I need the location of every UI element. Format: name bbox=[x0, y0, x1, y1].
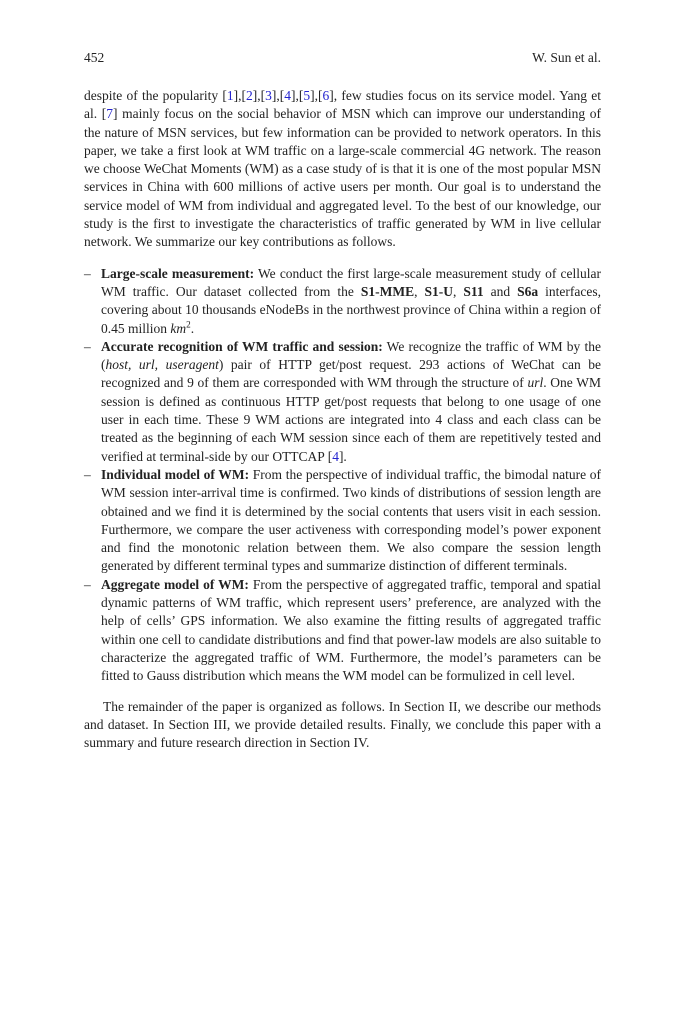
citation-link[interactable]: 4 bbox=[332, 448, 339, 464]
citation-link[interactable]: 1 bbox=[226, 88, 234, 103]
contribution-item bbox=[84, 466, 601, 576]
contribution-item bbox=[84, 576, 601, 686]
text-run: ],[ bbox=[252, 88, 266, 103]
citation-link[interactable]: 6 bbox=[322, 88, 330, 103]
bullet-marker: – bbox=[84, 466, 91, 482]
bullet-marker: – bbox=[84, 338, 91, 354]
bullet-text bbox=[101, 466, 601, 576]
contributions-list bbox=[84, 265, 601, 686]
contribution-item bbox=[84, 338, 601, 466]
bullet-text bbox=[101, 265, 601, 338]
text-run: . bbox=[190, 320, 195, 336]
text-run: url bbox=[527, 375, 544, 391]
text-run: The remainder of the paper is organized as follows. In Section II, we describe our methods and dataset. In Section III, we provide detailed results. Finally, we conclude this paper with a summary and future research direction in Section IV. bbox=[84, 698, 601, 751]
page-number: 452 bbox=[84, 50, 105, 65]
text-run: From the perspective of individual traffic, the bimodal nature of WM session inter-arrival time is confirmed. Two kinds of distributions of session length are obtained and we find it is determined by the social contents that users visit in each session. Furthermore, we compare the user activeness with corresponding model’s power exponent and find the monotonic relation between them. We also compare the session length generated by different terminal types and summarize distinction of different terminals. bbox=[101, 466, 601, 574]
closing-paragraph bbox=[84, 698, 601, 753]
text-run: km bbox=[170, 320, 187, 336]
text-run: 2 bbox=[186, 319, 191, 330]
text-run: S1-MME bbox=[360, 283, 415, 299]
bullet-marker: – bbox=[84, 576, 91, 592]
citation-link[interactable]: 3 bbox=[265, 88, 272, 103]
running-head-author: W. Sun et al. bbox=[532, 50, 601, 65]
text-run: ]. bbox=[338, 448, 347, 464]
text-run: From the perspective of aggregated traffic, temporal and spatial dynamic patterns of WM traffic, which represent users’ preference, are analyzed with the help of cells’ GPS information. We also examine the fitting results of aggregated traffic within one cell to candidate distributions and find that power-law models are also suitable to characterize the aggregated traffic of WM. Furthermore, the model’s parameters can be fitted to Gauss distribution which means the WM model can be formulized in cell level. bbox=[101, 576, 601, 684]
text-run: ],[ bbox=[310, 88, 323, 103]
text-run: . One WM session is defined as continuous HTTP get/post requests that belong to one usage of one user in each time. These 9 WM actions are integrated into 4 class and each class can be treated as the beginning of each WM session since each of them are repetitively tested and verified at terminal-side by our OTTCAP [ bbox=[101, 375, 601, 464]
text-run: ], few studies focus on its service model. Yang et al. [ bbox=[84, 88, 601, 122]
text-run: Aggregate model of WM: bbox=[101, 576, 249, 592]
text-run: Accurate recognition of WM traffic and session: bbox=[101, 338, 383, 354]
citation-link[interactable]: 5 bbox=[303, 88, 311, 103]
text-run: S11 bbox=[463, 283, 484, 299]
page-body bbox=[84, 87, 601, 766]
contribution-item bbox=[84, 265, 601, 338]
text-run: , bbox=[452, 283, 464, 299]
text-run: ],[ bbox=[233, 88, 247, 103]
text-run: S6a bbox=[517, 283, 539, 299]
citation-link[interactable]: 4 bbox=[284, 88, 292, 103]
bullet-marker: – bbox=[84, 265, 91, 281]
text-run: ) pair of HTTP get/post request. 293 actions of WeChat can be recognized and 9 of them are corresponded with WM through the structure of bbox=[101, 357, 601, 391]
text-run: and bbox=[483, 283, 518, 299]
intro-paragraph bbox=[84, 87, 601, 252]
citation-link[interactable]: 7 bbox=[106, 106, 114, 122]
text-run: We recognize the traffic of WM by the ( bbox=[101, 338, 601, 373]
text-run: ],[ bbox=[291, 88, 304, 103]
text-run: Large-scale measurement: bbox=[101, 265, 255, 281]
text-run: ],[ bbox=[271, 88, 285, 103]
bullet-text bbox=[101, 576, 601, 686]
citation-link[interactable]: 2 bbox=[246, 88, 253, 103]
text-run: Individual model of WM: bbox=[101, 466, 250, 482]
text-run: ] mainly focus on the social behavior of MSN which can improve our understanding of the nature of MSN services, but few information can be provided to network operators. In this paper, we take a first look at WM traffic on a large-scale commercial 4G network. The reason we choose WeChat Moments (WM) as a case study of is that it is one of the most popular MSN services in China with 600 millions of active users per month. Our goal is to understand the service model of WM from individual and aggregated level. To the best of our knowledge, our study is the first to investigate the characteristics of traffic generated by WM in live cellular network. We summarize our key contributions as follows. bbox=[84, 106, 601, 250]
text-run: We conduct the first large-scale measurement study of cellular WM traffic. Our dataset collected from the bbox=[101, 265, 601, 299]
text-run: host, url, useragent bbox=[105, 357, 219, 373]
text-run: , bbox=[414, 283, 425, 299]
text-run: despite of the popularity [ bbox=[84, 88, 227, 103]
text-run: interfaces, covering about 10 thousands eNodeBs in the northwest province of China within a region of 0.45 million bbox=[101, 283, 602, 336]
text-run: S1-U bbox=[424, 283, 453, 299]
bullet-text bbox=[101, 338, 601, 466]
page-header bbox=[84, 50, 601, 66]
